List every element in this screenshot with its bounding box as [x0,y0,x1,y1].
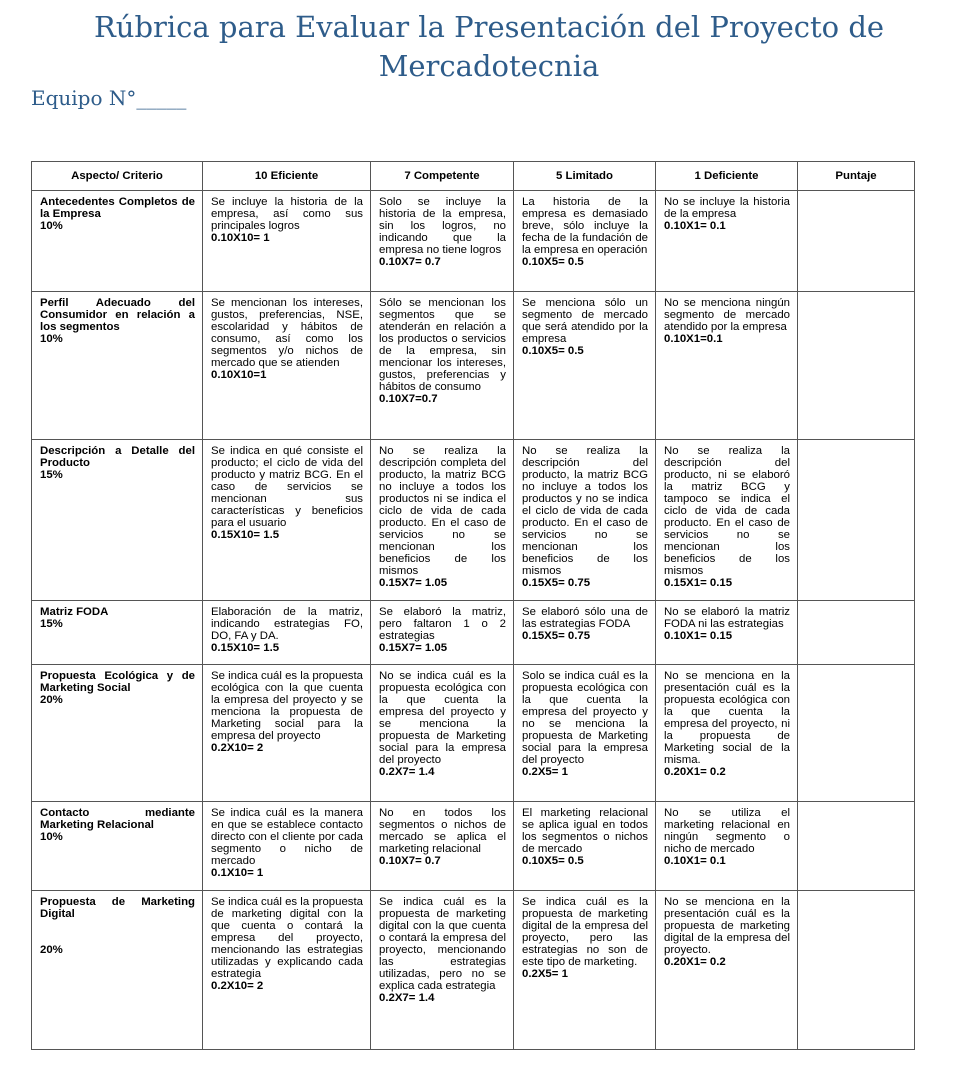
header-puntaje: Puntaje [798,162,915,191]
criterion-score: 0.10X7=0.7 [379,393,438,405]
score-input-cell[interactable] [798,802,915,891]
criterion-description: No en todos los segmentos o nichos de mercado se aplica el marketing relacional [379,807,506,855]
criterion-score: 0.2X7= 1.4 [379,992,435,1004]
criterion-cell [514,891,656,1050]
criterion-score: 0.15X7= 1.05 [379,642,448,654]
criterion-score: 0.10X1= 0.1 [664,220,726,232]
table-row [32,440,915,601]
criterion-description: No se incluye la historia de la empresa [664,196,790,220]
header-eficiente: 10 Eficiente [203,162,371,191]
aspect-cell [32,601,203,665]
criterion-score: 0.1X10= 1 [211,867,264,879]
header-competente: 7 Competente [371,162,514,191]
header-aspect: Aspecto/ Criterio [32,162,203,191]
criterion-description: Se indica cuál es la propuesta ecológica con la que cuenta la empresa del proyecto y se menciona la propuesta de Marketing social para la empresa del proyecto [211,670,363,742]
criterion-score: 0.10X7= 0.7 [379,855,441,867]
title-line-2: Mercadotecnia [378,49,600,83]
criterion-cell [656,802,798,891]
aspect-weight: 15% [40,469,63,481]
aspect-weight: 10% [40,220,63,232]
criterion-cell [514,292,656,440]
score-input-cell[interactable] [798,440,915,601]
criterion-score: 0.15X5= 0.75 [522,630,591,642]
criterion-cell [203,891,371,1050]
criterion-score: 0.10X10=1 [211,369,267,381]
criterion-cell [371,440,514,601]
criterion-description: El marketing relacional se aplica igual en todos los segmentos o nichos de mercado [522,807,648,855]
aspect-name: Descripción a Detalle del Producto [40,445,195,469]
criterion-cell [514,665,656,802]
aspect-cell [32,440,203,601]
header-row [32,162,915,191]
criterion-description: La historia de la empresa es demasiado breve, sólo incluye la fecha de la fundación de la empresa en operación [522,196,648,256]
criterion-cell [656,191,798,292]
criterion-description: No se menciona en la presentación cuál es la propuesta de marketing digital de la empresa del proyecto. [664,896,790,956]
criterion-score: 0.20X1= 0.2 [664,766,726,778]
criterion-score: 0.10X5= 0.5 [522,855,584,867]
score-input-cell[interactable] [798,601,915,665]
aspect-name: Antecedentes Completos de la Empresa [40,196,195,220]
criterion-cell [656,292,798,440]
document-title [0,8,978,86]
criterion-description: Se incluye la historia de la empresa, así como sus principales logros [211,196,363,232]
criterion-score: 0.2X5= 1 [522,766,568,778]
aspect-cell [32,292,203,440]
criterion-description: No se realiza la descripción completa del producto, la matriz BCG no incluye a todos los productos ni se indica el ciclo de vida de cada producto. En el caso de servicios no se mencionan los beneficios de los mismos [379,445,506,577]
criterion-score: 0.2X10= 2 [211,980,264,992]
criterion-score: 0.10X5= 0.5 [522,256,584,268]
criterion-cell [514,191,656,292]
rubric-table [31,161,915,1050]
criterion-cell [371,601,514,665]
criterion-cell [371,665,514,802]
criterion-description: No se indica cuál es la propuesta ecológica con la que cuenta la empresa del proyecto y se menciona la propuesta de Marketing social para la empresa del proyecto [379,670,506,766]
table-row [32,601,915,665]
aspect-name: Perfil Adecuado del Consumidor en relación a los segmentos [40,297,195,333]
criterion-cell [514,802,656,891]
criterion-cell [203,601,371,665]
criterion-cell [656,440,798,601]
aspect-name: Propuesta Ecológica y de Marketing Social [40,670,195,694]
aspect-weight: 15% [40,618,63,630]
criterion-description: Solo se incluye la historia de la empresa, sin los logros, no indicando que la empresa no tiene logros [379,196,506,256]
table-row [32,665,915,802]
score-input-cell[interactable] [798,665,915,802]
criterion-cell [203,191,371,292]
criterion-score: 0.15X1= 0.15 [664,577,733,589]
criterion-score: 0.15X10= 1.5 [211,529,280,541]
aspect-weight: 10% [40,831,63,843]
criterion-cell [514,601,656,665]
criterion-description: No se elaboró la matriz FODA ni las estrategias [664,606,790,630]
table-row [32,191,915,292]
criterion-description: Elaboración de la matriz, indicando estrategias FO, DO, FA y DA. [211,606,363,642]
criterion-description: Se indica cuál es la manera en que se establece contacto directo con el cliente por cada segmento o nicho de mercado [211,807,363,867]
criterion-score: 0.2X7= 1.4 [379,766,435,778]
criterion-description: No se menciona ningún segmento de mercado atendido por la empresa [664,297,790,333]
aspect-name: Contacto mediante Marketing Relacional [40,807,195,831]
criterion-description: Se elaboró sólo una de las estrategias FODA [522,606,648,630]
aspect-cell [32,665,203,802]
criterion-description: Se indica en qué consiste el producto; el ciclo de vida del producto y matriz BCG. En el caso de servicios se mencionan sus características y beneficios para el usuario [211,445,363,529]
criterion-cell [656,665,798,802]
criterion-score: 0.20X1= 0.2 [664,956,726,968]
criterion-cell [514,440,656,601]
criterion-description: No se utiliza el marketing relacional en ningún segmento o nicho de mercado [664,807,790,855]
criterion-cell [203,440,371,601]
title-line-1: Rúbrica para Evaluar la Presentación del Proyecto de [93,10,885,44]
criterion-score: 0.10X7= 0.7 [379,256,441,268]
aspect-name: Matriz FODA [40,606,109,618]
aspect-cell [32,802,203,891]
team-number-label: Equipo N°_____ [31,86,187,110]
table-row [32,802,915,891]
criterion-score: 0.15X7= 1.05 [379,577,448,589]
criterion-score: 0.2X5= 1 [522,968,568,980]
criterion-description: No se realiza la descripción del producto, la matriz BCG no incluye a todos los productos y no se indica el ciclo de vida de cada producto. En el caso de servicios no se mencionan los beneficios de los mismos [522,445,648,577]
criterion-description: Se menciona sólo un segmento de mercado que será atendido por la empresa [522,297,648,345]
criterion-score: 0.10X1= 0.1 [664,855,726,867]
criterion-description: Se indica cuál es la propuesta de marketing digital con la que cuenta o contará la empresa del proyecto, mencionando las estrategias utilizadas y explicando cada estrategia [211,896,363,980]
criterion-description: Se mencionan los intereses, gustos, preferencias, NSE, escolaridad y hábitos de consumo, así como los segmentos y/o nichos de mercado que se atienden [211,297,363,369]
criterion-score: 0.2X10= 2 [211,742,264,754]
criterion-score: 0.10X1=0.1 [664,333,723,345]
criterion-score: 0.15X5= 0.75 [522,577,591,589]
header-deficiente: 1 Deficiente [656,162,798,191]
criterion-description: Sólo se mencionan los segmentos que se atenderán en relación a los productos o servicios de la empresa, sin mencionar los intereses, gustos, preferencias y hábitos de consumo [379,297,506,393]
criterion-cell [203,665,371,802]
aspect-cell [32,191,203,292]
aspect-cell [32,891,203,1050]
aspect-name: Propuesta de Marketing Digital [40,896,195,920]
criterion-score: 0.10X10= 1 [211,232,270,244]
criterion-score: 0.15X10= 1.5 [211,642,280,654]
score-input-cell[interactable] [798,191,915,292]
criterion-cell [371,191,514,292]
criterion-cell [656,601,798,665]
table-row [32,292,915,440]
criterion-cell [371,292,514,440]
criterion-score: 0.10X5= 0.5 [522,345,584,357]
aspect-weight: 20% [40,944,63,956]
criterion-description: Se elaboró la matriz, pero faltaron 1 o 2 estrategias [379,606,506,642]
score-input-cell[interactable] [798,891,915,1050]
aspect-weight: 10% [40,333,63,345]
criterion-cell [371,802,514,891]
table-row [32,891,915,1050]
criterion-cell [371,891,514,1050]
criterion-description: Se indica cuál es la propuesta de marketing digital de la empresa del proyecto, pero las estrategias no son de este tipo de marketing. [522,896,648,968]
criterion-cell [203,292,371,440]
criterion-description: No se menciona en la presentación cuál es la propuesta ecológica con la que cuenta la empresa del proyecto, ni la propuesta de Marketing social de la misma. [664,670,790,766]
aspect-weight: 20% [40,694,63,706]
criterion-cell [656,891,798,1050]
criterion-description: No se realiza la descripción del producto, ni se elaboró la matriz BCG y tampoco se indica el ciclo de vida de cada producto. En el caso de servicios no se mencionan los beneficios de los mismos [664,445,790,577]
score-input-cell[interactable] [798,292,915,440]
header-limitado: 5 Limitado [514,162,656,191]
criterion-score: 0.10X1= 0.15 [664,630,733,642]
criterion-description: Se indica cuál es la propuesta de marketing digital con la que cuenta o contará la empresa del proyecto, mencionando las estrategias utilizadas, pero no se explica cada estrategia [379,896,506,992]
criterion-description: Solo se indica cuál es la propuesta ecológica con la que cuenta la empresa del proyecto y no se menciona la propuesta de Marketing social para la empresa del proyecto [522,670,648,766]
criterion-cell [203,802,371,891]
